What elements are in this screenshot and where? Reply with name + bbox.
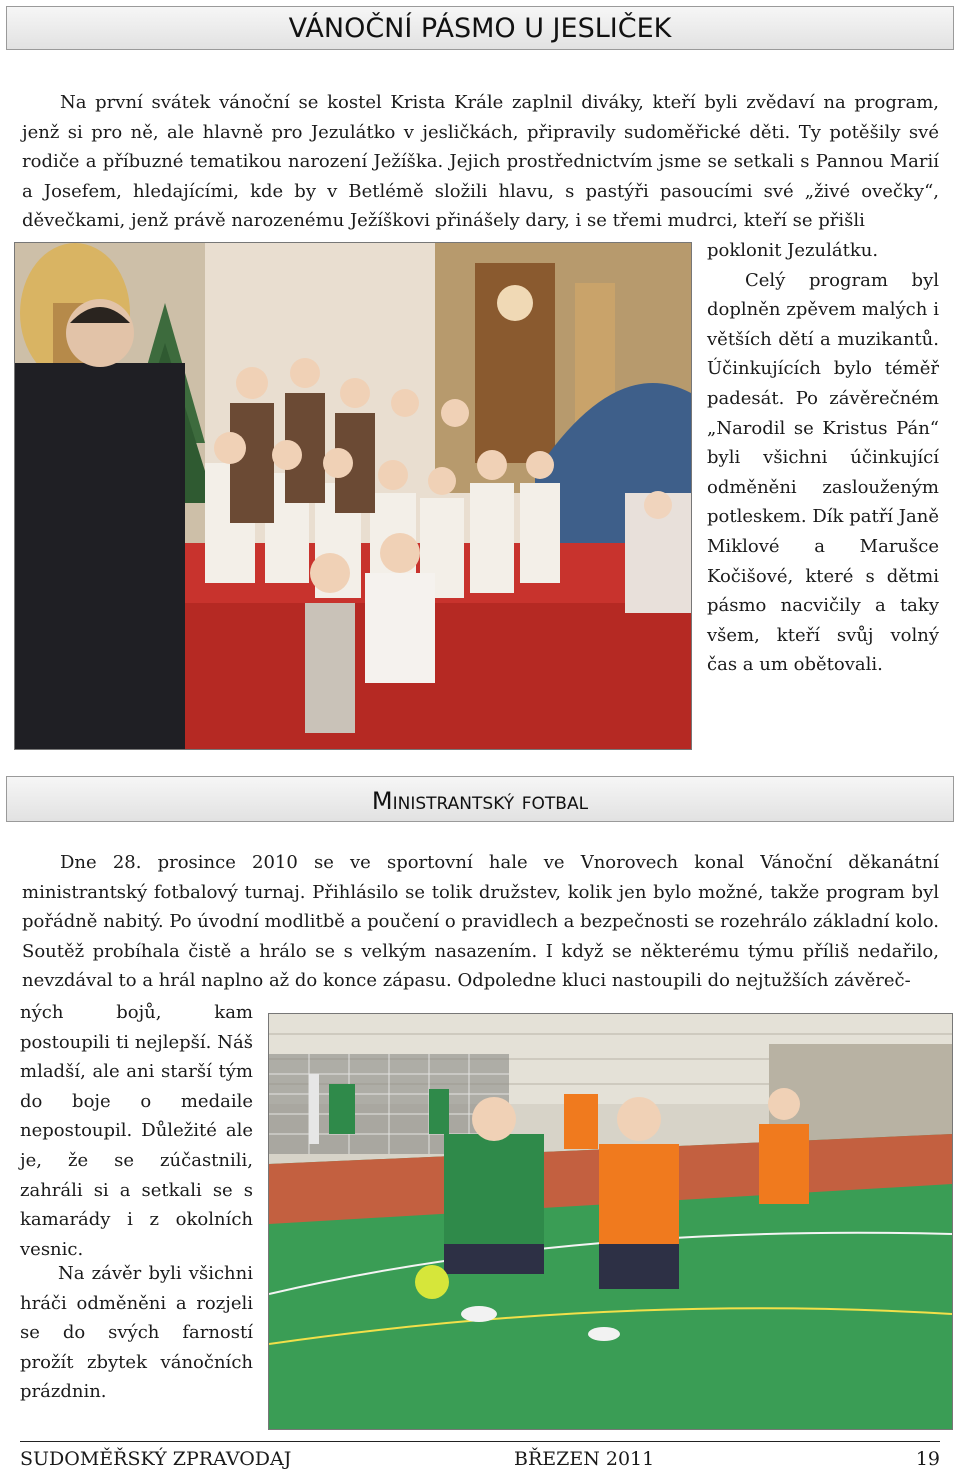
nativity-side-paragraph-text: Celý program byl doplněn zpěvem malých i větších dětí a muzikantů. Účinkujících bylo téměř padesát. Po závěrečném „Narodil se Kristus Pán“ byli všichni účinkující odměněni zaslouženým potleskem. Dík patří Janě Miklové a Marušce Kočišové, které s dětmi pásmo nacvičily a taky všem, kteří svůj volný čas a um obětovali. — [707, 269, 939, 676]
indoor-football-photo — [268, 1013, 953, 1430]
section-heading-nativity: VÁNOČNÍ PÁSMO U JESLIČEK — [6, 6, 954, 50]
footer-publication-name: SUDOMĚŘSKÝ ZPRAVODAJ — [20, 1448, 292, 1470]
nativity-article-side-text — [707, 236, 939, 680]
footer-page-number: 19 — [915, 1448, 940, 1470]
nativity-article-text: Na první svátek vánoční se kostel Krista Krále zaplnil diváky, kteří byli zvědaví na program, jenž si pro ně, ale hlavně pro Jezulátko v jesličkách, připravily sudoměřické děti. Ty potěšily své rodiče a příbuzné tematikou narození Ježíška. Jejich prostřednictvím jsme se setkali s Pannou Marií a Josefem, hledajícími, kde by v Betlémě složili hlavu, s pastýři pasoucími své „živé ovečky“, děvečkami, jenž právě narozenému Ježíškovi přinášely dary, i se třemi mudrci, kteří se přišli — [22, 92, 939, 232]
section-heading-altar-boys-football: Ministrantský fotbal — [6, 776, 954, 822]
football-article-side-text: ných bojů, kam postoupili ti nejlepší. Náš mladší, ale ani starší tým do boje o medaile nepostoupil. Důležité ale je, že se zúčastnili, zahráli si a setkali se s kamarády i z okolních vesnic. — [20, 1002, 253, 1260]
nativity-side-line-1: poklonit Jezulátku. — [707, 240, 879, 261]
nativity-side-paragraph — [707, 266, 939, 680]
indoor-football-illustration — [269, 1014, 952, 1429]
page-footer — [20, 1441, 940, 1474]
footer-issue-date: BŘEZEN 2011 — [514, 1448, 655, 1470]
football-article-text: Dne 28. prosince 2010 se ve sportovní hale ve Vnorovech konal Vánoční děkanátní ministrantský fotbalový turnaj. Přihlásilo se tolik družstev, kolik jen bylo možné, takže program byl pořádně nabitý. Po úvodní modlitbě a poučení o pravidlech a bezpečnosti se rozehrálo základní kolo. Soutěž probíhala čistě a hrálo se s velkým nasazením. I když se některému týmu příliš nedařilo, nevzdával to a hrál naplno až do konce zápasu. Odpoledne kluci nastoupili do nejtužších závěreč- — [22, 852, 939, 992]
football-article-side-text-end: Na závěr byli všichni hráči odměněni a rozjeli se do svých farností prožít zbytek vánočních prázdnin. — [20, 1263, 253, 1403]
nativity-play-photo — [14, 242, 692, 750]
nativity-play-illustration — [15, 243, 691, 749]
